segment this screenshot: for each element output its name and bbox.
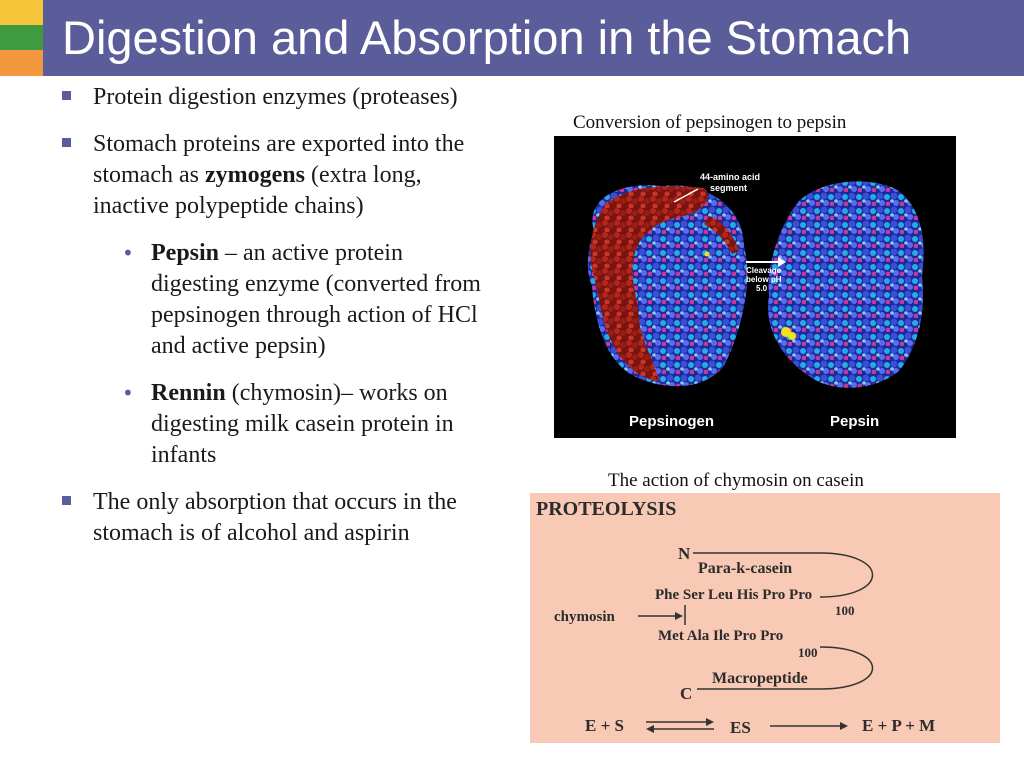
macropeptide-label: Macropeptide xyxy=(712,670,808,687)
bullet-text: (extra long, inactive polypeptide chains) xyxy=(93,162,422,219)
pepsinogen-label: Pepsinogen xyxy=(629,413,715,430)
residue-row-top: Phe Ser Leu His Pro Pro xyxy=(655,587,813,603)
bullet-item xyxy=(62,129,482,222)
sub-bullet-bold-term: Pepsin xyxy=(151,240,220,266)
dot-bullet-icon: • xyxy=(122,241,134,265)
segment-label: 44-amino acid xyxy=(700,172,761,182)
accent-block-green xyxy=(0,25,43,50)
pepsin-label: Pepsin xyxy=(830,413,880,430)
bullet-text: Stomach proteins are exported into the stomach as xyxy=(93,131,465,188)
dot-bullet-icon: • xyxy=(122,381,134,405)
proteolysis-heading: PROTEOLYSIS xyxy=(536,498,677,520)
sub-bullet-item xyxy=(62,238,482,362)
bullet-list xyxy=(62,82,482,565)
equation-right: E + P + M xyxy=(862,716,936,735)
cleavage-label: 5.0 xyxy=(756,284,768,293)
figure-caption: The action of chymosin on casein xyxy=(608,470,864,491)
square-bullet-icon xyxy=(62,91,71,100)
arrow-right-icon xyxy=(675,612,683,620)
n-terminus-label: N xyxy=(678,544,691,563)
sub-bullet-text: – an active protein digesting enzyme (converted from pepsinogen through action of HCl and active pepsin) xyxy=(151,240,481,359)
residue-number: 100 xyxy=(835,603,855,618)
sub-bullet-bold-term: Rennin xyxy=(151,380,226,406)
proteolysis-diagram xyxy=(530,493,1000,743)
square-bullet-icon xyxy=(62,496,71,505)
equation-middle: ES xyxy=(730,718,751,737)
equation-left: E + S xyxy=(585,716,624,735)
residue-row-bottom: Met Ala Ile Pro Pro xyxy=(658,628,784,644)
accent-block-orange xyxy=(0,50,43,76)
segment-label: segment xyxy=(710,183,748,193)
sub-bullet-item xyxy=(62,378,482,471)
bullet-text: Protein digestion enzymes (proteases) xyxy=(93,84,458,110)
cleavage-label: Cleavage xyxy=(746,266,782,275)
arrow-right-icon xyxy=(840,722,848,730)
slide-title: Digestion and Absorption in the Stomach xyxy=(62,11,912,64)
chymosin-label: chymosin xyxy=(554,609,615,625)
arrow-right-icon xyxy=(706,718,714,726)
para-casein-label: Para-k-casein xyxy=(698,560,793,577)
sub-bullet-text: (chymosin)– works on digesting milk casein protein in infants xyxy=(151,380,454,468)
cleavage-label: below pH xyxy=(746,275,782,284)
residue-number: 100 xyxy=(798,645,818,660)
bullet-bold-term: zymogens xyxy=(204,162,305,188)
pepsinogen-pepsin-image xyxy=(554,136,956,438)
accent-block-yellow xyxy=(0,0,43,25)
square-bullet-icon xyxy=(62,138,71,147)
bullet-item xyxy=(62,487,482,549)
c-terminus-label: C xyxy=(680,684,693,703)
figure-caption: Conversion of pepsinogen to pepsin xyxy=(573,112,847,133)
bullet-text: The only absorption that occurs in the stomach is of alcohol and aspirin xyxy=(93,489,457,546)
bullet-item xyxy=(62,82,482,113)
title-bar xyxy=(0,0,1024,76)
arrow-left-icon xyxy=(646,725,654,733)
